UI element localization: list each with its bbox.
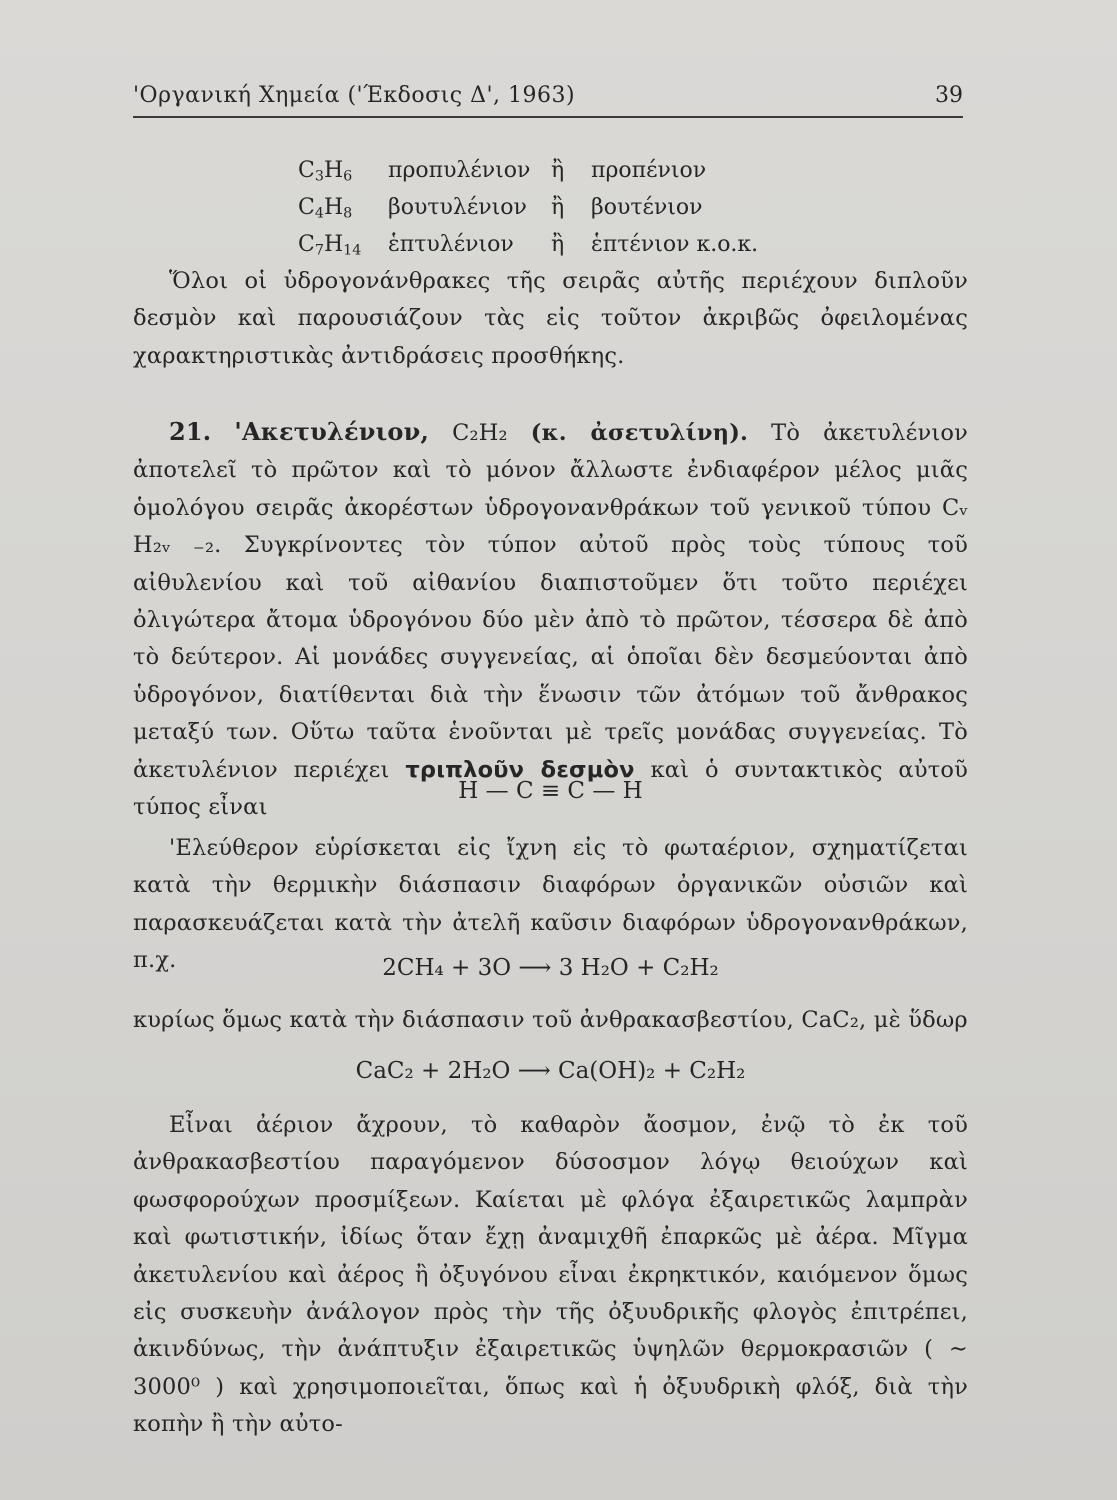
paragraph-carbide: κυρίως ὅμως κατὰ τὴν διάσπασιν τοῦ ἀνθρακασβεστίου, CaC₂, μὲ ὕδωρ	[133, 1007, 968, 1033]
alkene-alt-name: ἑπτένιον κ.ο.κ.	[591, 232, 759, 257]
section-21-paragraph	[133, 413, 968, 826]
alkene-row	[298, 152, 758, 189]
alkene-row	[298, 189, 758, 226]
alkene-row	[298, 226, 758, 263]
alkene-formula: $C_4H_8$	[298, 195, 353, 222]
general-formula: Cᵥ H₂ᵥ ₋₂.	[133, 494, 968, 559]
acetylene-structural-formula: H — C ≡ C — H	[458, 778, 643, 804]
alkene-or: ἢ	[551, 158, 565, 183]
alkene-alt-name: βουτένιον	[591, 195, 703, 220]
section-formula: C₂H₂	[452, 420, 508, 446]
triple-bond-phrase: τριπλοῦν δεσμὸν	[405, 756, 635, 783]
alkene-name: προπυλένιον	[388, 158, 531, 183]
section-text-a: Τὸ ἀκετυλένιον ἀποτελεῖ τὸ πρῶτον καὶ τὸ μόνον ἄλλωστε ἐνδιαφέρον μέλος μιᾶς ὁμολόγου σειρᾶς ἀκορέστων ὑδρογονανθράκων τοῦ γενικοῦ τύπου	[133, 420, 968, 521]
page-number: 39	[935, 83, 963, 108]
carbide-equation: CaC₂ + 2H₂O ⟶ Ca(OH)₂ + C₂H₂	[355, 1058, 746, 1084]
alkene-or: ἢ	[551, 195, 565, 220]
section-number: 21.	[169, 417, 212, 446]
alkene-formula: $C_7H_{14}$	[298, 232, 362, 259]
running-title: 'Οργανική Χημεία ('Έκδοσις Δ', 1963)	[133, 83, 576, 108]
paragraph-properties: Εἶναι ἀέριον ἄχρουν, τὸ καθαρὸν ἄοσμον, ἐνῷ τὸ ἐκ τοῦ ἀνθρακασβεστίου παραγόμενον δύσοσμον λόγῳ θειούχων καὶ φωσφορούχων προσμίξεων. Καίεται μὲ φλόγα ἐξαιρετικῶς λαμπρὰν καὶ φωτιστικήν, ἰδίως ὅταν ἔχῃ ἀναμιχθῆ ἐπαρκῶς μὲ ἀέρα. Μῖγμα ἀκετυλενίου καὶ ἀέρος ἢ ὀξυγόνου εἶναι ἐκρηκτικόν, καιόμενον ὅμως εἰς συσκευὴν ἀνάλογον πρὸς τὴν τῆς ὀξυυδρικῆς φλογὸς ἐπιτρέπει, ἀκινδύνως, τὴν ἀνάπτυξιν ἐξαιρετικῶς ὑψηλῶν θερμοκρασιῶν ( ∼ 3000⁰ ) καὶ χρησιμοποιεῖται, ὅπως καὶ ἡ ὀξυυδρικὴ φλόξ, διὰ τὴν κοπὴν ἢ τὴν αὐτο-	[133, 1112, 968, 1438]
paragraph-double-bond: Ὅλοι οἱ ὑδρογονάνθρακες τῆς σειρᾶς αὐτῆς περιέχουν διπλοῦν δεσμὸν καὶ παρουσιάζουν τὰς εἰς τοῦτον ἀκριβῶς ὀφειλομένας χαρακτηριστικὰς ἀντιδράσεις προσθήκης.	[133, 268, 968, 369]
section-text-c: καὶ ὁ συντακτικὸς αὐτοῦ τύπος εἶναι	[133, 756, 968, 821]
alkene-name: ἑπτυλένιον	[388, 232, 514, 257]
section-alt-name: (κ. ἀσετυλίνη).	[530, 420, 749, 446]
section-text-b: Συγκρίνοντες τὸν τύπον αὐτοῦ πρὸς τοὺς τύπους τοῦ αἰθυλενίου καὶ τοῦ αἰθανίου διαπιστοῦμεν ὅτι τοῦτο περιέχει ὀλιγώτερα ἄτομα ὑδρογόνου δύο μὲν ἀπὸ τὸ πρῶτον, τέσσερα δὲ ἀπὸ τὸ δεύτερον. Αἱ μονάδες συγγενείας, αἱ ὁποῖαι δὲν δεσμεύονται ἀπὸ ὑδρογόνον, διατίθενται διὰ τὴν ἕνωσιν τῶν ἀτόμων τοῦ ἄνθρακος μεταξύ των. Οὕτω ταῦτα ἑνοῦνται μὲ τρεῖς μονάδας συγγενείας. Τὸ ἀκετυλένιον περιέχει	[133, 532, 968, 783]
alkene-name: βουτυλένιον	[388, 195, 527, 220]
paragraph-occurrence: 'Ελεύθερον εὑρίσκεται εἰς ἴχνη εἰς τὸ φωταέριον, σχηματίζεται κατὰ τὴν θερμικὴν διάσπασιν διαφόρων ὀργανικῶν οὐσιῶν καὶ παρασκευάζεται κατὰ τὴν ἀτελῆ καῦσιν διαφόρων ὑδρογονανθράκων, π.χ.	[133, 835, 968, 974]
alkene-formula: $C_3H_6$	[298, 158, 353, 185]
page-header	[133, 72, 963, 118]
alkene-list	[298, 152, 758, 263]
combustion-equation: 2CH₄ + 3O ⟶ 3 H₂O + C₂H₂	[382, 955, 719, 981]
alkene-or: ἢ	[551, 232, 565, 257]
section-title: 'Ακετυλένιον,	[234, 417, 430, 446]
alkene-alt-name: προπένιον	[591, 158, 707, 183]
